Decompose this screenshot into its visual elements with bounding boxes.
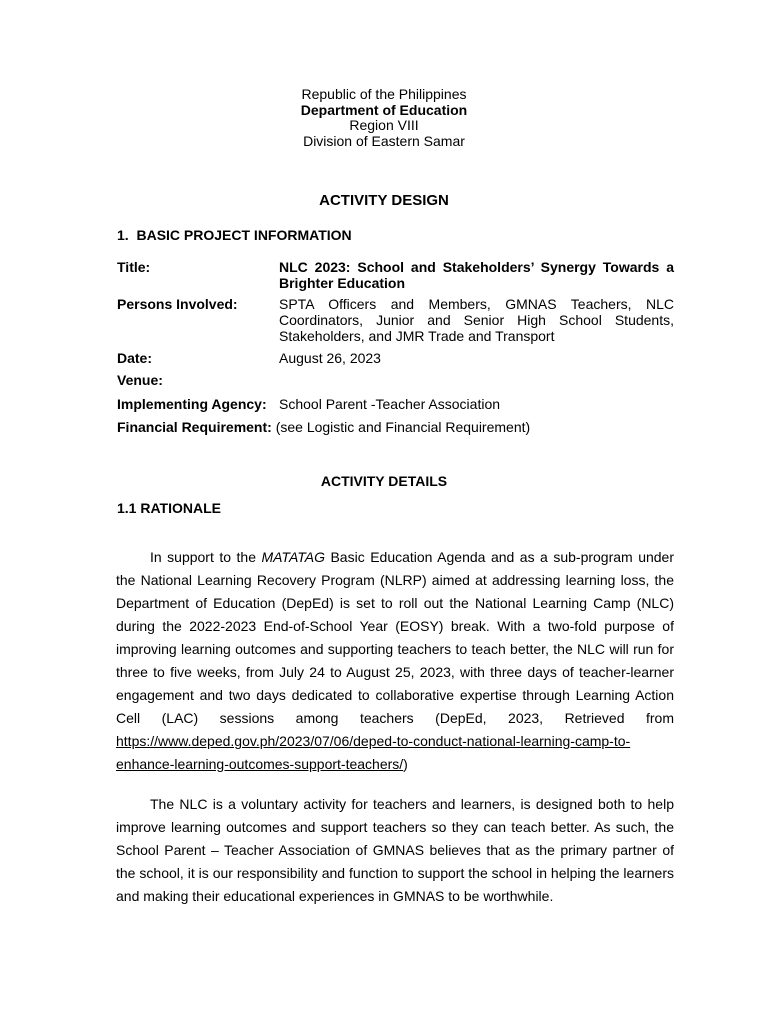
info-row-agency <box>117 396 674 419</box>
para1-text-middle: Basic Education Agenda and as a sub-program under the National Learning Recovery Program (NLRP) aimed at addressing learning loss, the Department of Education (DepEd) is set to roll out the National Learning Camp (NLC) during the 2022-2023 End-of-School Year (EOSY) break. With a two-fold purpose of improving learning outcomes and supporting teachers to teach better, the NLC will run for three to five weeks, from July 24 to August 25, 2023, with three days of teacher-learner engagement and two days dedicated to collaborative expertise through Learning Action Cell (LAC) sessions among teachers (DepEd, 2023, Retrieved from <box>116 549 674 726</box>
date-value: August 26, 2023 <box>279 350 381 366</box>
venue-label: Venue: <box>117 372 163 388</box>
section-title: BASIC PROJECT INFORMATION <box>136 227 352 243</box>
date-label: Date: <box>117 350 153 366</box>
agency-value: School Parent -Teacher Association <box>279 396 501 412</box>
section-basic-info-heading <box>117 227 352 243</box>
persons-label: Persons Involved: <box>117 296 238 312</box>
agency-label: Implementing Agency: <box>117 396 267 412</box>
header-department: Department of Education <box>300 101 468 118</box>
info-row-persons <box>117 296 674 350</box>
info-row-venue <box>117 372 674 396</box>
para1-text-end: ) <box>403 756 408 772</box>
matatag-emphasis: MATATAG <box>261 549 325 565</box>
title-label: Title: <box>117 259 151 275</box>
deped-source-link[interactable]: https://www.deped.gov.ph/2023/07/06/deped-to-conduct-national-learning-camp-to-enhance-learning-outcomes-support-teachers/ <box>116 733 631 772</box>
para1-text-start: In support to the <box>150 549 262 565</box>
info-row-financial <box>117 419 674 441</box>
venue-value <box>279 372 674 388</box>
info-row-title <box>117 259 674 296</box>
rationale-heading: 1.1 RATIONALE <box>117 500 221 516</box>
para2-text: The NLC is a voluntary activity for teachers and learners, is designed both to help improve learning outcomes and support teachers so they can teach better. As such, the School Parent – Teacher Association of GMNAS believes that as the primary partner of the school, it is our responsibility and function to support the school in helping the learners and making their educational experiences in GMNAS to be worthwhile. <box>116 796 674 904</box>
financial-value: (see Logistic and Financial Requirement) <box>275 419 531 435</box>
title-value: NLC 2023: School and Stakeholders’ Synergy Towards a Brighter Education <box>279 259 674 291</box>
header-republic: Republic of the Philippines <box>301 86 467 102</box>
rationale-paragraph-1 <box>116 546 674 776</box>
persons-value: SPTA Officers and Members, GMNAS Teachers, NLC Coordinators, Junior and Senior High School Students, Stakeholders, and JMR Trade and Transport <box>279 296 674 344</box>
activity-details-heading: ACTIVITY DETAILS <box>320 473 448 489</box>
financial-label: Financial Requirement: <box>117 419 272 435</box>
letterhead <box>0 87 768 149</box>
info-row-date <box>117 350 674 372</box>
project-info-table <box>117 259 674 441</box>
header-division: Division of Eastern Samar <box>303 132 465 149</box>
header-region: Region VIII <box>349 117 419 133</box>
document-title: ACTIVITY DESIGN <box>319 192 449 209</box>
section-number: 1. <box>117 227 129 243</box>
rationale-paragraph-2 <box>116 793 674 908</box>
